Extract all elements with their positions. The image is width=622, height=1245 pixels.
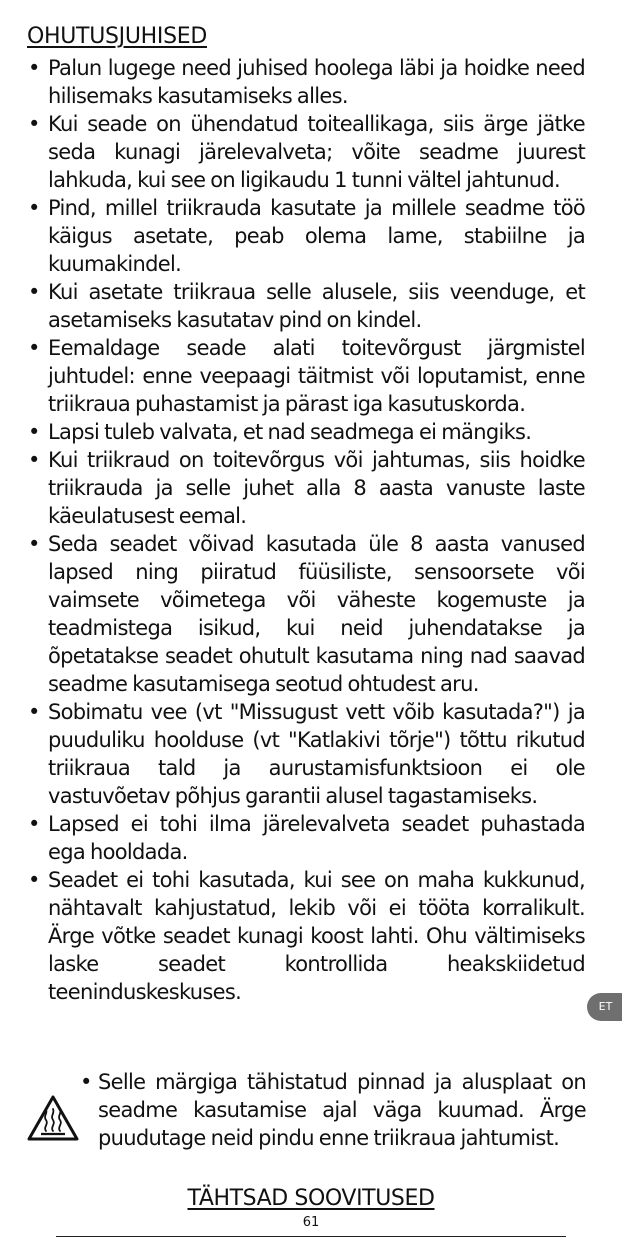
list-item: • Seadet ei tohi kasutada, kui see on maha kukkunud, nähtavalt kahjustatud, lekib või ei tööta korralikult. Ärge võtke seadet kunagi koost lahti. Ohu vältimiseks laske seadet kontrollida heakskiidetud teeninduskeskuses.: [27, 866, 585, 1006]
list-item: • Seda seadet võivad kasutada üle 8 aasta vanused lapsed ning piiratud füüsiliste, sensoorsete või vaimsete võimetega või väheste kogemuste ja teadmistega isikud, kui neid juhendatakse ja õpetatakse seadet ohutult kasutama ning nad saavad seadme kasutamisega seotud ohtudest aru.: [27, 530, 585, 698]
list-item: • Lapsi tuleb valvata, et nad seadmega ei mängiks.: [27, 418, 585, 446]
list-item: • Eemaldage seade alati toitevõrgust järgmistel juhtudel: enne veepaagi täitmist või loputamist, enne triikraua puhastamist ja pärast iga kasutuskorda.: [27, 334, 585, 418]
warning-list: [79, 1068, 586, 1152]
warning-text: • Selle märgiga tähistatud pinnad ja alusplaat on seadme kasutamise ajal väga kuumad. Ärge puudutage neid pindu enne triikraua jahtumist.: [79, 1068, 586, 1152]
list-item: • Kui asetate triikraua selle alusele, siis veenduge, et asetamiseks kasutatav pind on kindel.: [27, 278, 585, 334]
hot-surface-warning-icon: [26, 1094, 80, 1142]
safety-instructions-list: [27, 54, 585, 1006]
list-item: • Kui seade on ühendatud toiteallikaga, siis ärge jätke seda kunagi järelevalveta; võite seadme juurest lahkuda, kui see on ligikaudu 1 tunni vältel jahtunud.: [27, 110, 585, 194]
list-item: • Pind, millel triikrauda kasutate ja millele seadme töö käigus asetate, peab olema lame, stabiilne ja kuumakindel.: [27, 194, 585, 278]
page-number: 61: [302, 1215, 320, 1230]
hot-surface-warning: [20, 1068, 586, 1186]
list-item: • Kui triikraud on toitevõrgus või jahtumas, siis hoidke triikrauda ja selle juhet alla 8 aasta vanuste laste käeulatusest eemal.: [27, 446, 585, 530]
list-item: • Sobimatu vee (vt "Missugust vett võib kasutada?") ja puuduliku hoolduse (vt "Katlakivi tõrje") tõttu rikutud triikraua tald ja aurustamisfunktsioon ei ole vastuvõetav põhjus garantii alusel tagastamiseks.: [27, 698, 585, 810]
section-title: TÄHTSAD SOOVITUSED: [187, 1186, 435, 1211]
language-tab: ET: [587, 993, 622, 1021]
list-item: • Palun lugege need juhised hoolega läbi ja hoidke need hilisemaks kasutamiseks alles.: [27, 54, 585, 110]
page-title: OHUTUSJUHISED: [27, 24, 207, 49]
footer-divider: [56, 1236, 566, 1237]
list-item: • Lapsed ei tohi ilma järelevalveta seadet puhastada ega hooldada.: [27, 810, 585, 866]
